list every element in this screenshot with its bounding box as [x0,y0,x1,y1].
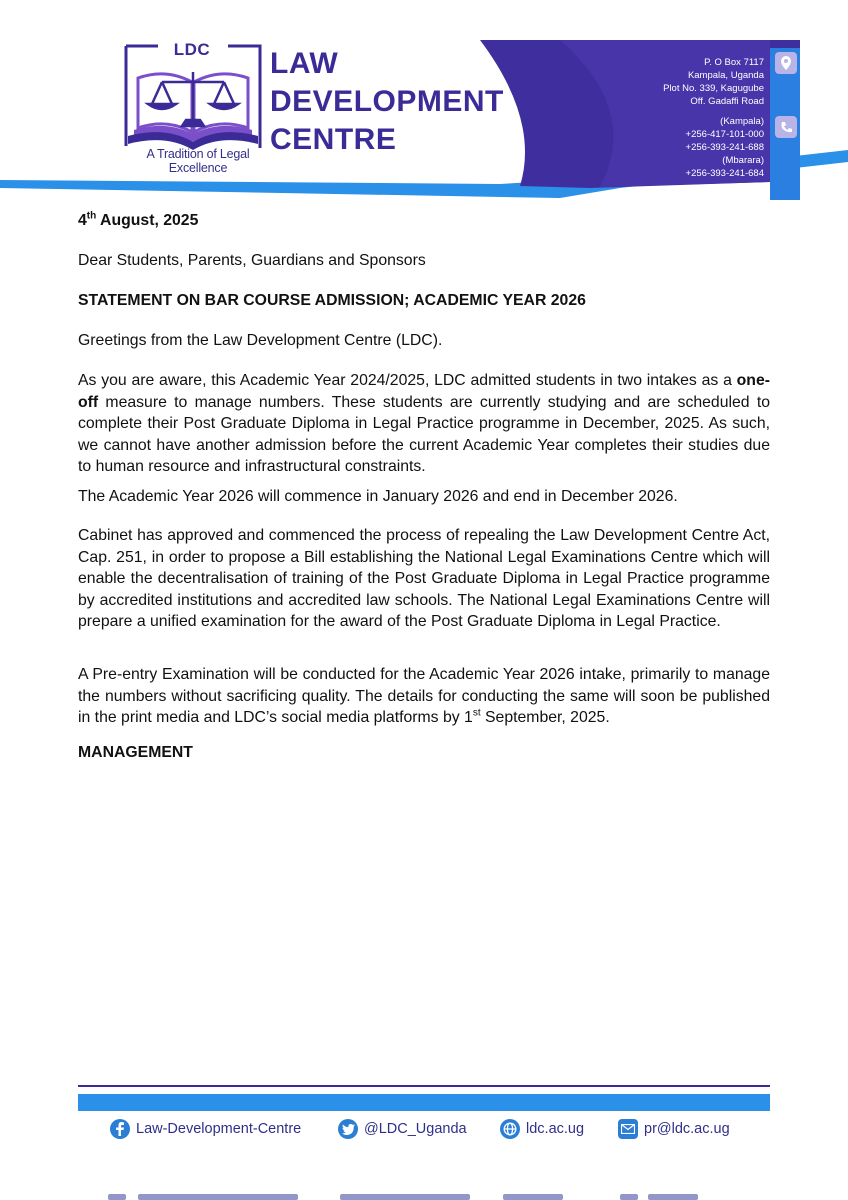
location-icon [775,52,797,74]
email-icon [618,1119,638,1139]
next-page-bleed [108,1186,768,1200]
letter-date: 4th August, 2025 [78,210,199,229]
address-block [614,56,764,108]
facebook-link[interactable]: Law-Development-Centre [136,1121,302,1137]
org-name-line-3: CENTRE [270,123,397,156]
letter-subject: STATEMENT ON BAR COURSE ADMISSION; ACADEMIC YEAR 2026 [78,292,586,309]
phone-number: +256-393-241-684 [685,168,764,179]
phone-number: +256-393-241-688 [685,142,764,153]
logo-text: LDC [173,40,211,59]
paragraph-2: The Academic Year 2026 will commence in January 2026 and end in December 2026. [78,488,678,505]
signoff: MANAGEMENT [78,744,193,761]
facebook-icon [110,1119,130,1139]
phone-number: +256-417-101-000 [685,129,764,140]
address-line: P. O Box 7117 [704,57,764,68]
email-link[interactable]: pr@ldc.ac.ug [644,1121,730,1137]
footer-facebook[interactable] [110,1117,301,1141]
org-name-line-1: LAW [270,47,339,80]
org-name-line-2: DEVELOPMENT [270,85,504,118]
scales-of-justice-icon [148,72,238,126]
phone-icon [775,116,797,138]
footer-twitter[interactable] [338,1117,467,1141]
footer-website[interactable] [500,1117,584,1141]
footer-email[interactable] [618,1117,730,1141]
paragraph-4: A Pre-entry Examination will be conducted for the Academic Year 2026 intake, primarily to manage the numbers without sacrificing quality. The details for conducting the same will soon be published in the print media and LDC’s social media platforms by 1st September, 2025. [78,666,770,726]
address-line: Off. Gadaffi Road [690,96,764,107]
phone-label: (Mbarara) [722,155,764,166]
website-link[interactable]: ldc.ac.ug [526,1121,585,1137]
address-line: Kampala, Uganda [687,70,764,81]
paragraph-1: As you are aware, this Academic Year 2024/2025, LDC admitted students in two intakes as a one-off measure to manage numbers. These students are currently studying and are scheduled to complete their Post Graduate Diploma in Legal Practice programme in December, 2025. As such, we cannot have another admission before the current Academic Year completes their studies due to human resource and infrastructural constraints. [78,372,770,475]
paragraph-3: Cabinet has approved and commenced the process of repealing the Law Development Centre Act, Cap. 251, in order to propose a Bill establishing the National Legal Examinations Centre which will enable the decentralisation of training of the Post Graduate Diploma in Legal Practice programme by accredited institutions and accredited law schools. The National Legal Examinations Centre will prepare a unified examination for the award of the Post Graduate Diploma in Legal Practice. [78,527,770,630]
globe-icon [500,1119,520,1139]
phone-block [614,115,764,180]
logo-tagline: A Tradition of Legal Excellence [146,147,250,175]
address-line: Plot No. 339, Kagugube [663,83,764,94]
salutation: Dear Students, Parents, Guardians and Sponsors [78,252,426,269]
footer-band [78,1094,770,1111]
phone-label: (Kampala) [720,116,764,127]
greeting: Greetings from the Law Development Centre (LDC). [78,332,443,349]
twitter-icon [338,1119,358,1139]
footer-rule [78,1085,770,1087]
twitter-link[interactable]: @LDC_Uganda [364,1121,467,1137]
